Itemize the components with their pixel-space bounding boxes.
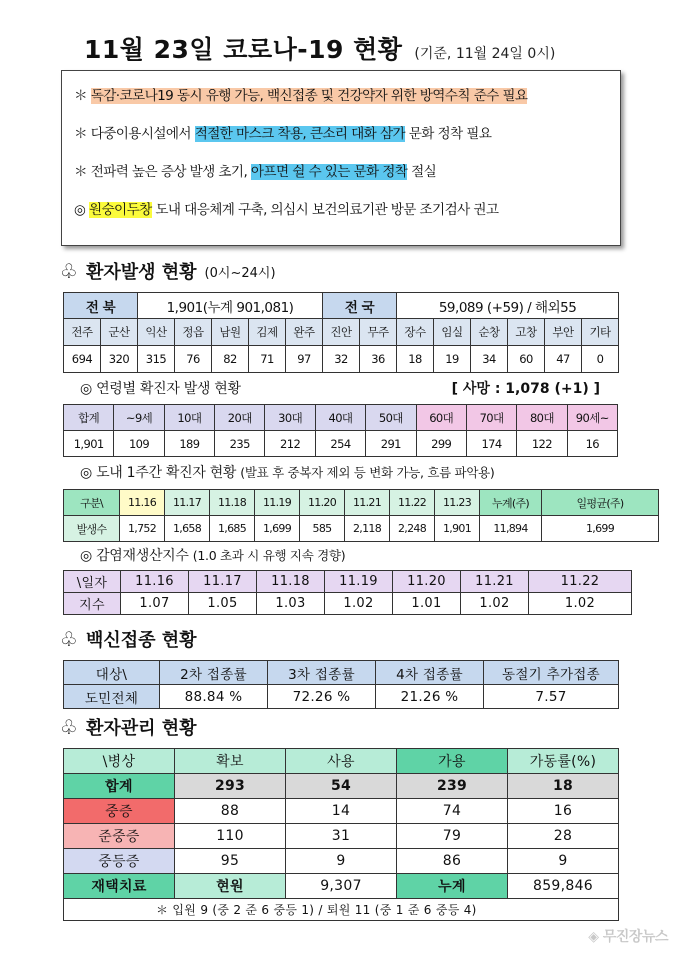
management-row	[64, 799, 619, 824]
death-count: [ 사망 : 1,078 (+1) ]	[451, 381, 600, 397]
city-name: 김제	[249, 319, 286, 346]
notice-highlight: 아프면 쉴 수 있는 문화 정착	[250, 164, 408, 180]
city-name: 군산	[101, 319, 138, 346]
age-group-count: 299	[416, 431, 466, 457]
notice-prefix: ＊	[74, 88, 91, 104]
city-count: 19	[434, 346, 471, 373]
age-table	[63, 404, 618, 457]
weekly-count: 2,118	[345, 516, 390, 542]
management-value: 54	[286, 774, 397, 799]
rt-value: 1.05	[189, 593, 257, 615]
notice-line-4	[74, 199, 608, 237]
city-count: 18	[397, 346, 434, 373]
management-row	[64, 824, 619, 849]
weekly-average-label: 일평균(주)	[542, 490, 659, 516]
national-value: 59,089 (+59) / 해외55	[397, 293, 619, 319]
section-title: 환자관리 현황	[85, 718, 197, 739]
age-group-label: 20대	[215, 405, 265, 431]
age-group-label: 60대	[416, 405, 466, 431]
section-management	[60, 714, 197, 740]
management-value: 28	[508, 824, 619, 849]
city-name: 완주	[286, 319, 323, 346]
weekly-count: 1,658	[165, 516, 210, 542]
current-label: 현원	[175, 874, 286, 899]
city-count: 47	[545, 346, 582, 373]
age-group-label: 70대	[466, 405, 516, 431]
city-name: 남원	[212, 319, 249, 346]
age-group-label: 90세~	[567, 405, 617, 431]
age-header-row	[64, 405, 618, 431]
page-title	[84, 30, 555, 70]
age-group-count: 189	[164, 431, 214, 457]
notice-highlight: 원숭이두창	[88, 202, 152, 218]
age-group-count: 291	[366, 431, 416, 457]
city-count: 0	[582, 346, 619, 373]
weekly-date: 11.21	[345, 490, 390, 516]
notice-box	[61, 70, 621, 246]
weekly-date: 11.16	[120, 490, 165, 516]
club-icon: ♧	[60, 627, 78, 651]
national-label: 전 국	[323, 293, 397, 319]
jeonbuk-value: 1,901(누계 901,081)	[138, 293, 323, 319]
club-icon: ♧	[60, 715, 78, 739]
age-group-label: 10대	[164, 405, 214, 431]
title-basis: (기준, 11월 24일 0시)	[414, 46, 556, 62]
city-name: 익산	[138, 319, 175, 346]
rt-date: 11.21	[461, 571, 529, 593]
rt-date: 11.20	[393, 571, 461, 593]
city-count: 36	[360, 346, 397, 373]
notice-rest: 절실	[407, 164, 437, 180]
notice-rest: 도내 대응체계 구축, 의심시 보건의료기관 방문 조기검사 권고	[151, 202, 499, 218]
notice-prefix: ＊ 전파력 높은 증상 발생 초기,	[74, 164, 251, 180]
rt-value: 1.03	[257, 593, 325, 615]
city-count: 60	[508, 346, 545, 373]
vaccine-table	[63, 660, 619, 709]
management-value: 18	[508, 774, 619, 799]
management-value: 9	[508, 849, 619, 874]
weekly-count: 1,685	[210, 516, 255, 542]
rt-table	[63, 570, 632, 615]
vaccine-header: 대상\	[64, 661, 160, 685]
title-main: 11월 23일 코로나-19 현황	[84, 35, 403, 64]
age-group-count: 122	[517, 431, 567, 457]
rt-value: 1.01	[393, 593, 461, 615]
vaccine-rate: 88.84 %	[160, 685, 268, 709]
weekly-total-label: 누계(주)	[480, 490, 542, 516]
section-patients	[60, 258, 276, 284]
vaccine-header-row	[64, 661, 619, 685]
notice-prefix: ◎	[74, 202, 89, 218]
management-value: 16	[508, 799, 619, 824]
weekly-value-row	[64, 516, 659, 542]
rt-row-label: 지수	[64, 593, 121, 615]
notice-line-3	[74, 161, 608, 199]
weekly-row-label: 발생수	[64, 516, 120, 542]
age-group-count: 235	[215, 431, 265, 457]
city-name: 부안	[545, 319, 582, 346]
age-group-count: 16	[567, 431, 617, 457]
age-group-count: 1,901	[64, 431, 114, 457]
management-value: 31	[286, 824, 397, 849]
weekly-heading	[80, 462, 494, 482]
weekly-date: 11.19	[255, 490, 300, 516]
city-name: 무주	[360, 319, 397, 346]
notice-rest: 문화 정착 필요	[405, 126, 492, 142]
age-group-count: 109	[114, 431, 164, 457]
notice-highlight: 적절한 마스크 착용, 큰소리 대화 삼가	[194, 126, 406, 142]
rt-value-row	[64, 593, 632, 615]
rt-value: 1.02	[461, 593, 529, 615]
vaccine-value-row	[64, 685, 619, 709]
weekly-count: 2,248	[390, 516, 435, 542]
footnote-row	[64, 899, 619, 921]
weekly-date: 11.20	[300, 490, 345, 516]
rt-date: 11.16	[121, 571, 189, 593]
weekly-count: 1,901	[435, 516, 480, 542]
city-name: 기타	[582, 319, 619, 346]
age-group-label: 80대	[517, 405, 567, 431]
city-count: 320	[101, 346, 138, 373]
age-value-row	[64, 431, 618, 457]
vaccine-header: 동절기 추가접종	[484, 661, 619, 685]
city-name: 전주	[64, 319, 101, 346]
management-row-label: 중등증	[64, 849, 175, 874]
rt-value: 1.02	[529, 593, 632, 615]
weekly-header-row	[64, 490, 659, 516]
footnote: ＊ 입원 9 (중 2 준 6 중등 1) / 퇴원 11 (중 1 준 6 중등 4)	[64, 899, 619, 921]
rt-value: 1.02	[325, 593, 393, 615]
rt-heading	[80, 545, 345, 565]
city-count: 76	[175, 346, 212, 373]
watermark: ◈ 무진장뉴스	[588, 929, 668, 945]
city-count: 32	[323, 346, 360, 373]
weekly-table	[63, 489, 659, 542]
patients-table	[63, 292, 619, 373]
weekly-title: ◎ 도내 1주간 확진자 현황	[80, 465, 237, 481]
management-value: 239	[397, 774, 508, 799]
city-count: 694	[64, 346, 101, 373]
management-value: 293	[175, 774, 286, 799]
section-range: (0시~24시)	[204, 265, 276, 281]
city-value-row	[64, 346, 619, 373]
rt-date: 11.18	[257, 571, 325, 593]
age-group-label: 50대	[366, 405, 416, 431]
rt-value: 1.07	[121, 593, 189, 615]
vaccine-rate: 21.26 %	[376, 685, 484, 709]
city-count: 315	[138, 346, 175, 373]
weekly-date: 11.18	[210, 490, 255, 516]
city-name: 진안	[323, 319, 360, 346]
management-header: 가용	[397, 749, 508, 774]
city-header-row	[64, 319, 619, 346]
notice-prefix: ＊ 다중이용시설에서	[74, 126, 195, 142]
management-header-row	[64, 749, 619, 774]
city-count: 34	[471, 346, 508, 373]
city-count: 71	[249, 346, 286, 373]
weekly-date: 11.23	[435, 490, 480, 516]
city-name: 장수	[397, 319, 434, 346]
age-group-label: 30대	[265, 405, 315, 431]
management-header: 사용	[286, 749, 397, 774]
management-header: 확보	[175, 749, 286, 774]
rt-row-label: \일자	[64, 571, 121, 593]
management-value: 88	[175, 799, 286, 824]
management-row-label: 합계	[64, 774, 175, 799]
vaccine-row-label: 도민전체	[64, 685, 160, 709]
weekly-average-value: 1,699	[542, 516, 659, 542]
management-value: 95	[175, 849, 286, 874]
weekly-count: 1,699	[255, 516, 300, 542]
city-count: 82	[212, 346, 249, 373]
age-group-label: ~9세	[114, 405, 164, 431]
management-value: 14	[286, 799, 397, 824]
age-group-count: 174	[466, 431, 516, 457]
home-care-label: 재택치료	[64, 874, 175, 899]
section-title: 환자발생 현황	[85, 262, 197, 283]
city-name: 고창	[508, 319, 545, 346]
vaccine-rate: 72.26 %	[268, 685, 376, 709]
rt-header-row	[64, 571, 632, 593]
notice-line-1	[74, 85, 608, 123]
weekly-count: 1,752	[120, 516, 165, 542]
weekly-note: (발표 후 중복자 제외 등 변화 가능, 흐름 파악용)	[240, 465, 495, 480]
jeonbuk-label: 전 북	[64, 293, 138, 319]
vaccine-rate: 7.57	[484, 685, 619, 709]
weekly-date: 11.22	[390, 490, 435, 516]
management-header: \병상	[64, 749, 175, 774]
notice-line-2	[74, 123, 608, 161]
notice-highlight: 독감·코로나19 동시 유행 가능, 백신접종 및 건강약자 위한 방역수칙 준수 필요	[90, 88, 528, 104]
vaccine-header: 4차 접종률	[376, 661, 484, 685]
vaccine-header: 2차 접종률	[160, 661, 268, 685]
management-row-label: 준중증	[64, 824, 175, 849]
age-group-count: 254	[315, 431, 365, 457]
club-icon: ♧	[60, 259, 78, 283]
management-row	[64, 849, 619, 874]
rt-title: ◎ 감염재생산지수	[80, 548, 189, 564]
weekly-count: 585	[300, 516, 345, 542]
rt-date: 11.17	[189, 571, 257, 593]
management-value: 9	[286, 849, 397, 874]
management-row	[64, 774, 619, 799]
age-heading: ◎ 연령별 확진자 발생 현황	[80, 381, 241, 397]
home-care-row	[64, 874, 619, 899]
management-row-label: 중증	[64, 799, 175, 824]
age-group-label: 40대	[315, 405, 365, 431]
cumulative-label: 누계	[397, 874, 508, 899]
management-table	[63, 748, 619, 921]
management-value: 74	[397, 799, 508, 824]
management-value: 110	[175, 824, 286, 849]
rt-note: (1.0 초과 시 유행 지속 경향)	[192, 548, 346, 563]
city-name: 정읍	[175, 319, 212, 346]
current-value: 9,307	[286, 874, 397, 899]
city-count: 97	[286, 346, 323, 373]
management-value: 86	[397, 849, 508, 874]
weekly-row-label: 구분\	[64, 490, 120, 516]
vaccine-header: 3차 접종률	[268, 661, 376, 685]
city-name: 순창	[471, 319, 508, 346]
cumulative-value: 859,846	[508, 874, 619, 899]
city-name: 임실	[434, 319, 471, 346]
rt-date: 11.19	[325, 571, 393, 593]
weekly-total-value: 11,894	[480, 516, 542, 542]
age-group-label: 합계	[64, 405, 114, 431]
management-header: 가동률(%)	[508, 749, 619, 774]
rt-date: 11.22	[529, 571, 632, 593]
section-vaccine	[60, 626, 197, 652]
management-value: 79	[397, 824, 508, 849]
patients-summary-row	[64, 293, 619, 319]
age-group-count: 212	[265, 431, 315, 457]
section-title: 백신접종 현황	[85, 630, 197, 651]
weekly-date: 11.17	[165, 490, 210, 516]
